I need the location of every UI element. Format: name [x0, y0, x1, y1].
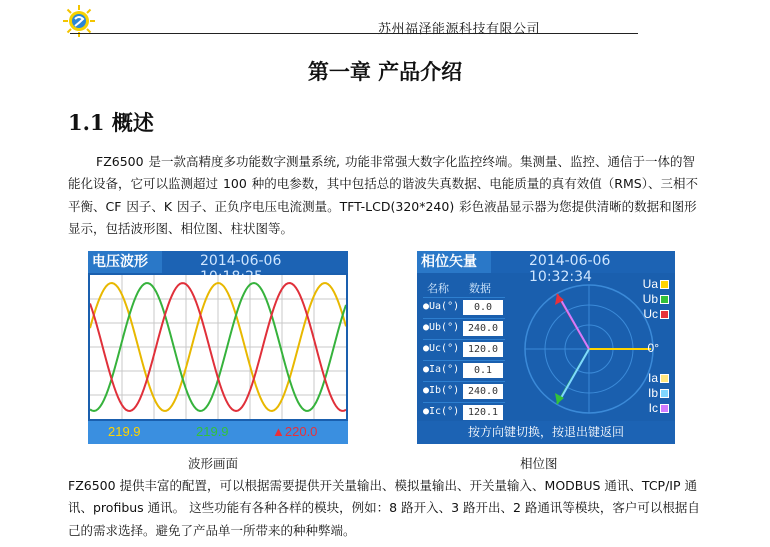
legend-swatch: [660, 404, 669, 413]
phase-footer: 按方向键切换，按退出键返回: [417, 421, 675, 444]
phase-row-value: 240.0: [463, 384, 503, 399]
phase-row-name: ●Ub(°): [423, 322, 460, 333]
phase-row-value: 120.0: [463, 342, 503, 357]
legend-item: [648, 401, 669, 416]
chapter-title: 第一章 产品介绍: [307, 60, 463, 84]
col-value-header: 数据: [469, 282, 491, 295]
col-name-header: 名称: [427, 282, 449, 295]
legend-swatch: [660, 374, 669, 383]
legend-current: [648, 371, 669, 416]
legend-item: [643, 277, 669, 292]
phase-row-name: ●Ia(°): [423, 364, 460, 375]
legend-label: Ub: [642, 292, 658, 306]
zero-degree-label: 0°: [647, 341, 659, 355]
phase-title: 相位矢量: [417, 251, 491, 273]
legend-label: Uc: [643, 307, 658, 321]
waveform-caption: 波形画面: [188, 456, 239, 471]
phase-table-header: [423, 277, 505, 298]
waveform-header: [88, 251, 348, 273]
waveform-title: 电压波形: [88, 251, 162, 273]
phase-table-row: [423, 382, 505, 403]
phase-table: [423, 277, 505, 424]
waveform-datetime: 2014-06-06: [200, 253, 282, 269]
phase-row-name: ●Ua(°): [423, 301, 460, 312]
legend-voltage: [643, 277, 669, 322]
waveform-screen: [88, 251, 348, 444]
phase-row-name: ●Ic(°): [423, 406, 460, 417]
legend-label: Ia: [647, 371, 658, 385]
legend-item: [643, 292, 669, 307]
legend-item: [648, 386, 669, 401]
legend-item: [648, 371, 669, 386]
value-phase-c-text: 220.0: [284, 424, 318, 439]
legend-item: [643, 307, 669, 322]
legend-swatch: [660, 280, 669, 289]
company-name: 苏州福泽能源科技有限公司: [378, 22, 541, 37]
legend-label: Ib: [647, 386, 658, 400]
phase-row-value: 240.0: [463, 321, 503, 336]
value-phase-a: 219.9: [108, 424, 141, 439]
legend-swatch: [660, 295, 669, 304]
legend-swatch: [660, 310, 669, 319]
phase-row-name: ●Uc(°): [423, 343, 460, 354]
phase-table-row: [423, 298, 505, 319]
phase-screen: [417, 251, 675, 444]
header-rule: [70, 33, 638, 34]
section-title: 1.1 概述: [68, 110, 154, 135]
phase-table-row: [423, 361, 505, 382]
phase-table-row: [423, 319, 505, 340]
phase-table-row: [423, 340, 505, 361]
waveform-values-bar: [88, 421, 348, 444]
phase-datetime: 2014-06-06 10:32:34: [529, 253, 611, 285]
phase-row-value: 0.0: [463, 300, 503, 315]
phasor-diagram: [519, 279, 659, 419]
phase-caption: 相位图: [520, 456, 558, 471]
value-phase-c: ▲220.0: [272, 424, 318, 439]
legend-label: Ua: [642, 277, 658, 291]
phase-row-name: ●Ib(°): [423, 385, 460, 396]
legend-label: Ic: [648, 401, 658, 415]
phase-row-value: 0.1: [463, 363, 503, 378]
features-paragraph: FZ6500 提供丰富的配置，可以根据需要提供开关量输出、模拟量输出、开关量输入、MODBUS 通讯、TCP/IP 通讯、profibus 通讯。 这些功能有各种各样的模块，例如：8 路开入、3 路开出、2 路通讯等模块，客户可以根据自己的需求选择。避免了产品单一所带来的种种弊端。: [68, 478, 700, 538]
waveform-plot: [90, 275, 346, 419]
phase-row-value: 120.1: [463, 405, 503, 420]
intro-paragraph: FZ6500 是一款高精度多功能数字测量系统, 功能非常强大数字化监控终端。集测量、监控、通信于一体的智能化设备，它可以监测超过 100 种的电参数，其中包括总的谐波失真数据、电能质量的真有效值（RMS）、三相不平衡、CF 因子、K 因子、正负序电压电流测量。TFT-LCD(320*240) 彩色液晶显示器为您提供清晰的数据和图形显示，包括波形图、相位图、柱状图等。: [68, 154, 698, 236]
value-phase-b: 219.9: [196, 424, 229, 439]
legend-swatch: [660, 389, 669, 398]
